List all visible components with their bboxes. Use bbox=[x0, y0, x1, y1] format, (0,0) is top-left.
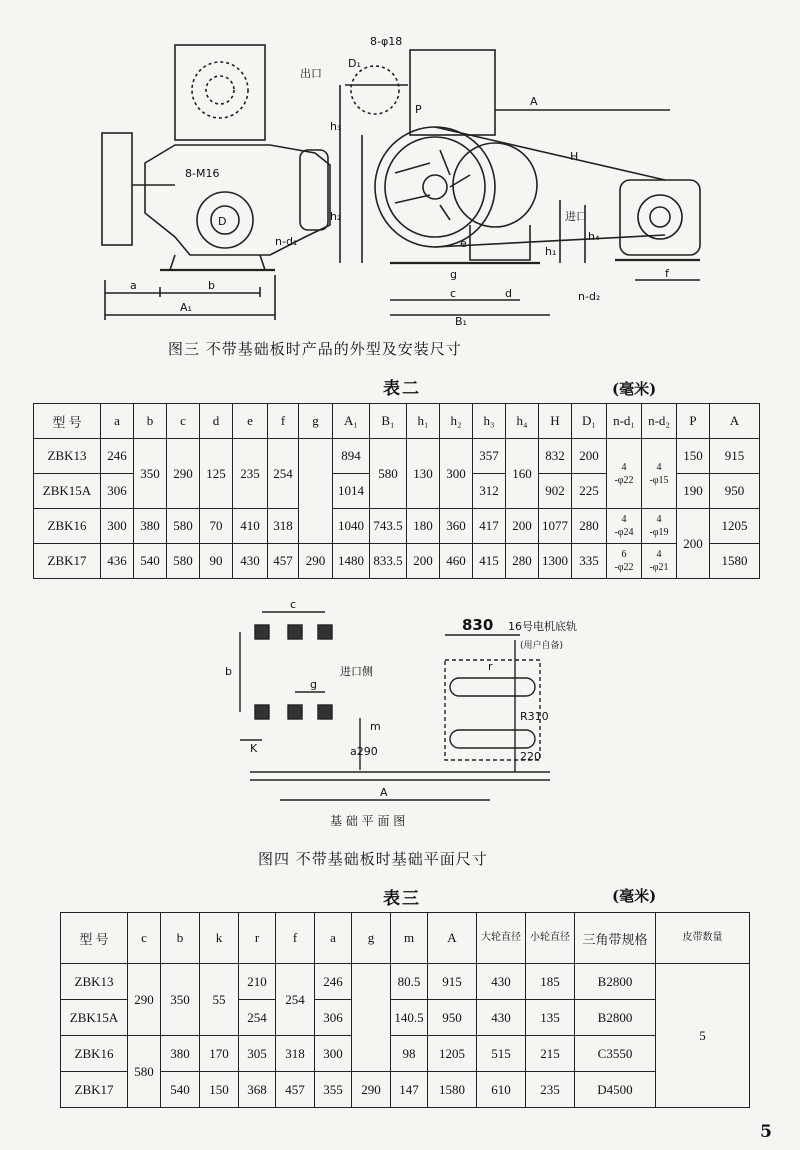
t2-a: 436 bbox=[101, 544, 134, 579]
t2-header: P bbox=[677, 404, 710, 439]
t3-k: 170 bbox=[200, 1036, 239, 1072]
t3-g-empty bbox=[352, 964, 391, 1072]
fig4-m: m bbox=[370, 720, 381, 733]
fig3-outlet-label: 出口 bbox=[300, 67, 322, 80]
fig3-e: e bbox=[460, 237, 467, 250]
t2-h1: 130 bbox=[407, 439, 440, 509]
t2-h3: 357 bbox=[473, 439, 506, 474]
t2-header: h₃ bbox=[473, 404, 506, 439]
fig3-P: P bbox=[415, 103, 422, 116]
t2-nd2: 4 -φ19 bbox=[642, 509, 677, 544]
fig3-inlet-label: 进口 bbox=[565, 210, 587, 223]
t2-model: ZBK16 bbox=[34, 509, 101, 544]
fig3-d: d bbox=[505, 287, 512, 300]
t3-belt: B2800 bbox=[575, 1000, 656, 1036]
t2-e: 235 bbox=[233, 439, 268, 509]
fig3-nd1: n-d₁ bbox=[275, 235, 298, 248]
t3-a: 306 bbox=[315, 1000, 352, 1036]
t3-small: 135 bbox=[526, 1000, 575, 1036]
t3-header: 大轮直径 bbox=[477, 913, 526, 964]
t3-big: 430 bbox=[477, 1000, 526, 1036]
t2-D1: 200 bbox=[572, 439, 607, 474]
t2-D1: 280 bbox=[572, 509, 607, 544]
t3-m: 140.5 bbox=[391, 1000, 428, 1036]
fig3-bolts-top: 8-φ18 bbox=[370, 35, 403, 48]
t2-header: c bbox=[167, 404, 200, 439]
t2-header: f bbox=[268, 404, 299, 439]
t2-P: 200 bbox=[677, 509, 710, 579]
t2-model: ZBK15A bbox=[34, 474, 101, 509]
t3-k: 150 bbox=[200, 1072, 239, 1108]
t2-header: 型 号 bbox=[34, 404, 101, 439]
t2-header: A₁ bbox=[333, 404, 370, 439]
fig4-830: 830 bbox=[462, 616, 494, 634]
t3-model: ZBK17 bbox=[61, 1072, 128, 1108]
fig3-h2: h₂ bbox=[330, 210, 342, 223]
t2-B1: 580 bbox=[370, 439, 407, 509]
table-row bbox=[61, 1036, 750, 1072]
t3-belt: D4500 bbox=[575, 1072, 656, 1108]
t3-header: c bbox=[128, 913, 161, 964]
fig3-A1: A₁ bbox=[180, 301, 192, 314]
t2-D1: 335 bbox=[572, 544, 607, 579]
t2-h2: 300 bbox=[440, 439, 473, 509]
t2-nd1: 4 -φ22 bbox=[607, 439, 642, 509]
t3-header: k bbox=[200, 913, 239, 964]
fig4-inlet-side: 进口侧 bbox=[340, 665, 373, 678]
t2-header: n-d₁ bbox=[607, 404, 642, 439]
t2-P: 150 bbox=[677, 439, 710, 474]
t2-H: 902 bbox=[539, 474, 572, 509]
fig3-b: b bbox=[208, 279, 215, 292]
t2-f: 254 bbox=[268, 439, 299, 509]
table-row bbox=[61, 913, 750, 964]
t3-model: ZBK16 bbox=[61, 1036, 128, 1072]
table-2 bbox=[33, 403, 760, 579]
t3-r: 305 bbox=[239, 1036, 276, 1072]
table-row bbox=[61, 964, 750, 1000]
t2-header: g bbox=[299, 404, 333, 439]
t2-H: 832 bbox=[539, 439, 572, 474]
t3-b: 380 bbox=[161, 1036, 200, 1072]
t3-r: 254 bbox=[239, 1000, 276, 1036]
t2-c: 290 bbox=[167, 439, 200, 509]
t3-small: 185 bbox=[526, 964, 575, 1000]
t2-H: 1077 bbox=[539, 509, 572, 544]
t3-big: 515 bbox=[477, 1036, 526, 1072]
fig4-b: b bbox=[225, 665, 232, 678]
t3-b: 350 bbox=[161, 964, 200, 1036]
t2-b: 540 bbox=[134, 544, 167, 579]
table-row bbox=[61, 1072, 750, 1108]
t2-d: 70 bbox=[200, 509, 233, 544]
t2-f: 318 bbox=[268, 509, 299, 544]
t3-header: 小轮直径 bbox=[526, 913, 575, 964]
t3-r: 210 bbox=[239, 964, 276, 1000]
fig3-g: g bbox=[450, 268, 457, 281]
t2-d: 125 bbox=[200, 439, 233, 509]
t3-belt: C3550 bbox=[575, 1036, 656, 1072]
t2-nd1: 4 -φ24 bbox=[607, 509, 642, 544]
t2-h1: 180 bbox=[407, 509, 440, 544]
t2-H: 1300 bbox=[539, 544, 572, 579]
fig3-bolts-flange: 8-M16 bbox=[185, 167, 220, 180]
t2-g: 290 bbox=[299, 544, 333, 579]
t3-A: 1205 bbox=[428, 1036, 477, 1072]
fig4-rail-note: (用户自备) bbox=[520, 641, 564, 651]
t3-g: 290 bbox=[352, 1072, 391, 1108]
t2-c: 580 bbox=[167, 544, 200, 579]
t3-A: 1580 bbox=[428, 1072, 477, 1108]
t3-big: 430 bbox=[477, 964, 526, 1000]
t3-m: 98 bbox=[391, 1036, 428, 1072]
t2-header: a bbox=[101, 404, 134, 439]
t2-a: 300 bbox=[101, 509, 134, 544]
t2-a: 246 bbox=[101, 439, 134, 474]
t3-r: 368 bbox=[239, 1072, 276, 1108]
t2-A: 915 bbox=[710, 439, 760, 474]
t3-header: r bbox=[239, 913, 276, 964]
page-number: 5 bbox=[760, 1122, 772, 1142]
t2-d: 90 bbox=[200, 544, 233, 579]
t3-f: 318 bbox=[276, 1036, 315, 1072]
t2-h4: 200 bbox=[506, 509, 539, 544]
t2-nd1: 6 -φ22 bbox=[607, 544, 642, 579]
table-row bbox=[34, 509, 760, 544]
t2-A: 1580 bbox=[710, 544, 760, 579]
fig4-c: c bbox=[290, 598, 297, 611]
table-2-title: 表二 bbox=[383, 379, 421, 399]
t2-e: 410 bbox=[233, 509, 268, 544]
t3-header: A bbox=[428, 913, 477, 964]
table-row bbox=[34, 439, 760, 474]
t3-m: 147 bbox=[391, 1072, 428, 1108]
fig4-a290: a290 bbox=[350, 745, 378, 758]
t3-c: 580 bbox=[128, 1036, 161, 1108]
t2-h1: 200 bbox=[407, 544, 440, 579]
t2-header: h₂ bbox=[440, 404, 473, 439]
t2-b: 350 bbox=[134, 439, 167, 509]
t3-header: 皮带数量 bbox=[656, 913, 750, 964]
fig3-nd2: n-d₂ bbox=[578, 290, 601, 303]
t2-header: d bbox=[200, 404, 233, 439]
t2-A1: 1480 bbox=[333, 544, 370, 579]
t2-A1: 1014 bbox=[333, 474, 370, 509]
table-row bbox=[34, 544, 760, 579]
t2-g-empty bbox=[299, 439, 333, 544]
fig3-B1: B₁ bbox=[455, 315, 467, 328]
t2-header: h₁ bbox=[407, 404, 440, 439]
fig3-f: f bbox=[665, 267, 669, 280]
t3-f: 254 bbox=[276, 964, 315, 1036]
t3-small: 235 bbox=[526, 1072, 575, 1108]
t3-belt: B2800 bbox=[575, 964, 656, 1000]
t3-b: 540 bbox=[161, 1072, 200, 1108]
fig3-h4: h₄ bbox=[588, 230, 600, 243]
t3-small: 215 bbox=[526, 1036, 575, 1072]
t3-header: 三角带规格 bbox=[575, 913, 656, 964]
t2-h2: 460 bbox=[440, 544, 473, 579]
table-3-unit: (毫米) bbox=[612, 887, 657, 905]
t3-header: 型 号 bbox=[61, 913, 128, 964]
t2-h2: 360 bbox=[440, 509, 473, 544]
t3-a: 355 bbox=[315, 1072, 352, 1108]
t3-f: 457 bbox=[276, 1072, 315, 1108]
figure-3-caption: 图三 不带基础板时产品的外型及安装尺寸 bbox=[168, 340, 462, 358]
t3-m: 80.5 bbox=[391, 964, 428, 1000]
t2-B1: 833.5 bbox=[370, 544, 407, 579]
fig4-k: K bbox=[250, 742, 258, 755]
fig3-a: a bbox=[130, 279, 137, 292]
t2-A: 950 bbox=[710, 474, 760, 509]
figure-4-drawing bbox=[220, 598, 577, 840]
fig4-220: 220 bbox=[520, 750, 541, 763]
t3-big: 610 bbox=[477, 1072, 526, 1108]
t2-header: B₁ bbox=[370, 404, 407, 439]
t3-header: g bbox=[352, 913, 391, 964]
t2-b: 380 bbox=[134, 509, 167, 544]
t3-k: 55 bbox=[200, 964, 239, 1036]
t2-f: 457 bbox=[268, 544, 299, 579]
t2-nd2: 4 -φ15 bbox=[642, 439, 677, 509]
t2-e: 430 bbox=[233, 544, 268, 579]
t2-h3: 312 bbox=[473, 474, 506, 509]
t2-header: H bbox=[539, 404, 572, 439]
t2-model: ZBK17 bbox=[34, 544, 101, 579]
t2-a: 306 bbox=[101, 474, 134, 509]
t3-qty: 5 bbox=[656, 964, 750, 1108]
t2-A1: 1040 bbox=[333, 509, 370, 544]
t2-header: b bbox=[134, 404, 167, 439]
t3-A: 950 bbox=[428, 1000, 477, 1036]
t3-A: 915 bbox=[428, 964, 477, 1000]
t2-model: ZBK13 bbox=[34, 439, 101, 474]
t2-B1: 743.5 bbox=[370, 509, 407, 544]
fig3-D1: D₁ bbox=[348, 57, 361, 70]
t2-header: e bbox=[233, 404, 268, 439]
t2-header: A bbox=[710, 404, 760, 439]
t3-header: f bbox=[276, 913, 315, 964]
t3-model: ZBK13 bbox=[61, 964, 128, 1000]
fig4-r: r bbox=[488, 660, 493, 673]
t2-header: n-d₂ bbox=[642, 404, 677, 439]
t3-a: 300 bbox=[315, 1036, 352, 1072]
t2-D1: 225 bbox=[572, 474, 607, 509]
table-2-unit: (毫米) bbox=[612, 380, 657, 398]
fig3-H: H bbox=[570, 150, 579, 163]
fig3-c: c bbox=[450, 287, 457, 300]
t2-h4: 280 bbox=[506, 544, 539, 579]
table-row bbox=[34, 404, 760, 439]
t2-h3: 415 bbox=[473, 544, 506, 579]
t2-A1: 894 bbox=[333, 439, 370, 474]
t3-c: 290 bbox=[128, 964, 161, 1036]
fig3-h1: h₁ bbox=[545, 245, 557, 258]
t2-A: 1205 bbox=[710, 509, 760, 544]
fig4-R310: R310 bbox=[520, 710, 549, 723]
figure-3-drawing bbox=[90, 25, 710, 335]
t2-h3: 417 bbox=[473, 509, 506, 544]
figure-4-caption: 图四 不带基础板时基础平面尺寸 bbox=[258, 850, 488, 868]
table-3 bbox=[60, 912, 750, 1108]
fig4-A: A bbox=[380, 786, 388, 799]
t3-header: b bbox=[161, 913, 200, 964]
fig3-h3: h₃ bbox=[330, 120, 342, 133]
fig3-D: D bbox=[218, 215, 227, 228]
t2-header: D₁ bbox=[572, 404, 607, 439]
t3-a: 246 bbox=[315, 964, 352, 1000]
t2-header: h₄ bbox=[506, 404, 539, 439]
fig4-plan-title: 基 础 平 面 图 bbox=[330, 814, 406, 828]
table-3-title: 表三 bbox=[383, 889, 421, 909]
t2-h4: 160 bbox=[506, 439, 539, 509]
fig4-g: g bbox=[310, 678, 317, 691]
t2-P: 190 bbox=[677, 474, 710, 509]
fig3-A: A bbox=[530, 95, 538, 108]
fig4-rail: 16号电机底轨 bbox=[508, 620, 577, 633]
t2-nd2: 4 -φ21 bbox=[642, 544, 677, 579]
t2-c: 580 bbox=[167, 509, 200, 544]
t3-model: ZBK15A bbox=[61, 1000, 128, 1036]
t3-header: m bbox=[391, 913, 428, 964]
t3-header: a bbox=[315, 913, 352, 964]
